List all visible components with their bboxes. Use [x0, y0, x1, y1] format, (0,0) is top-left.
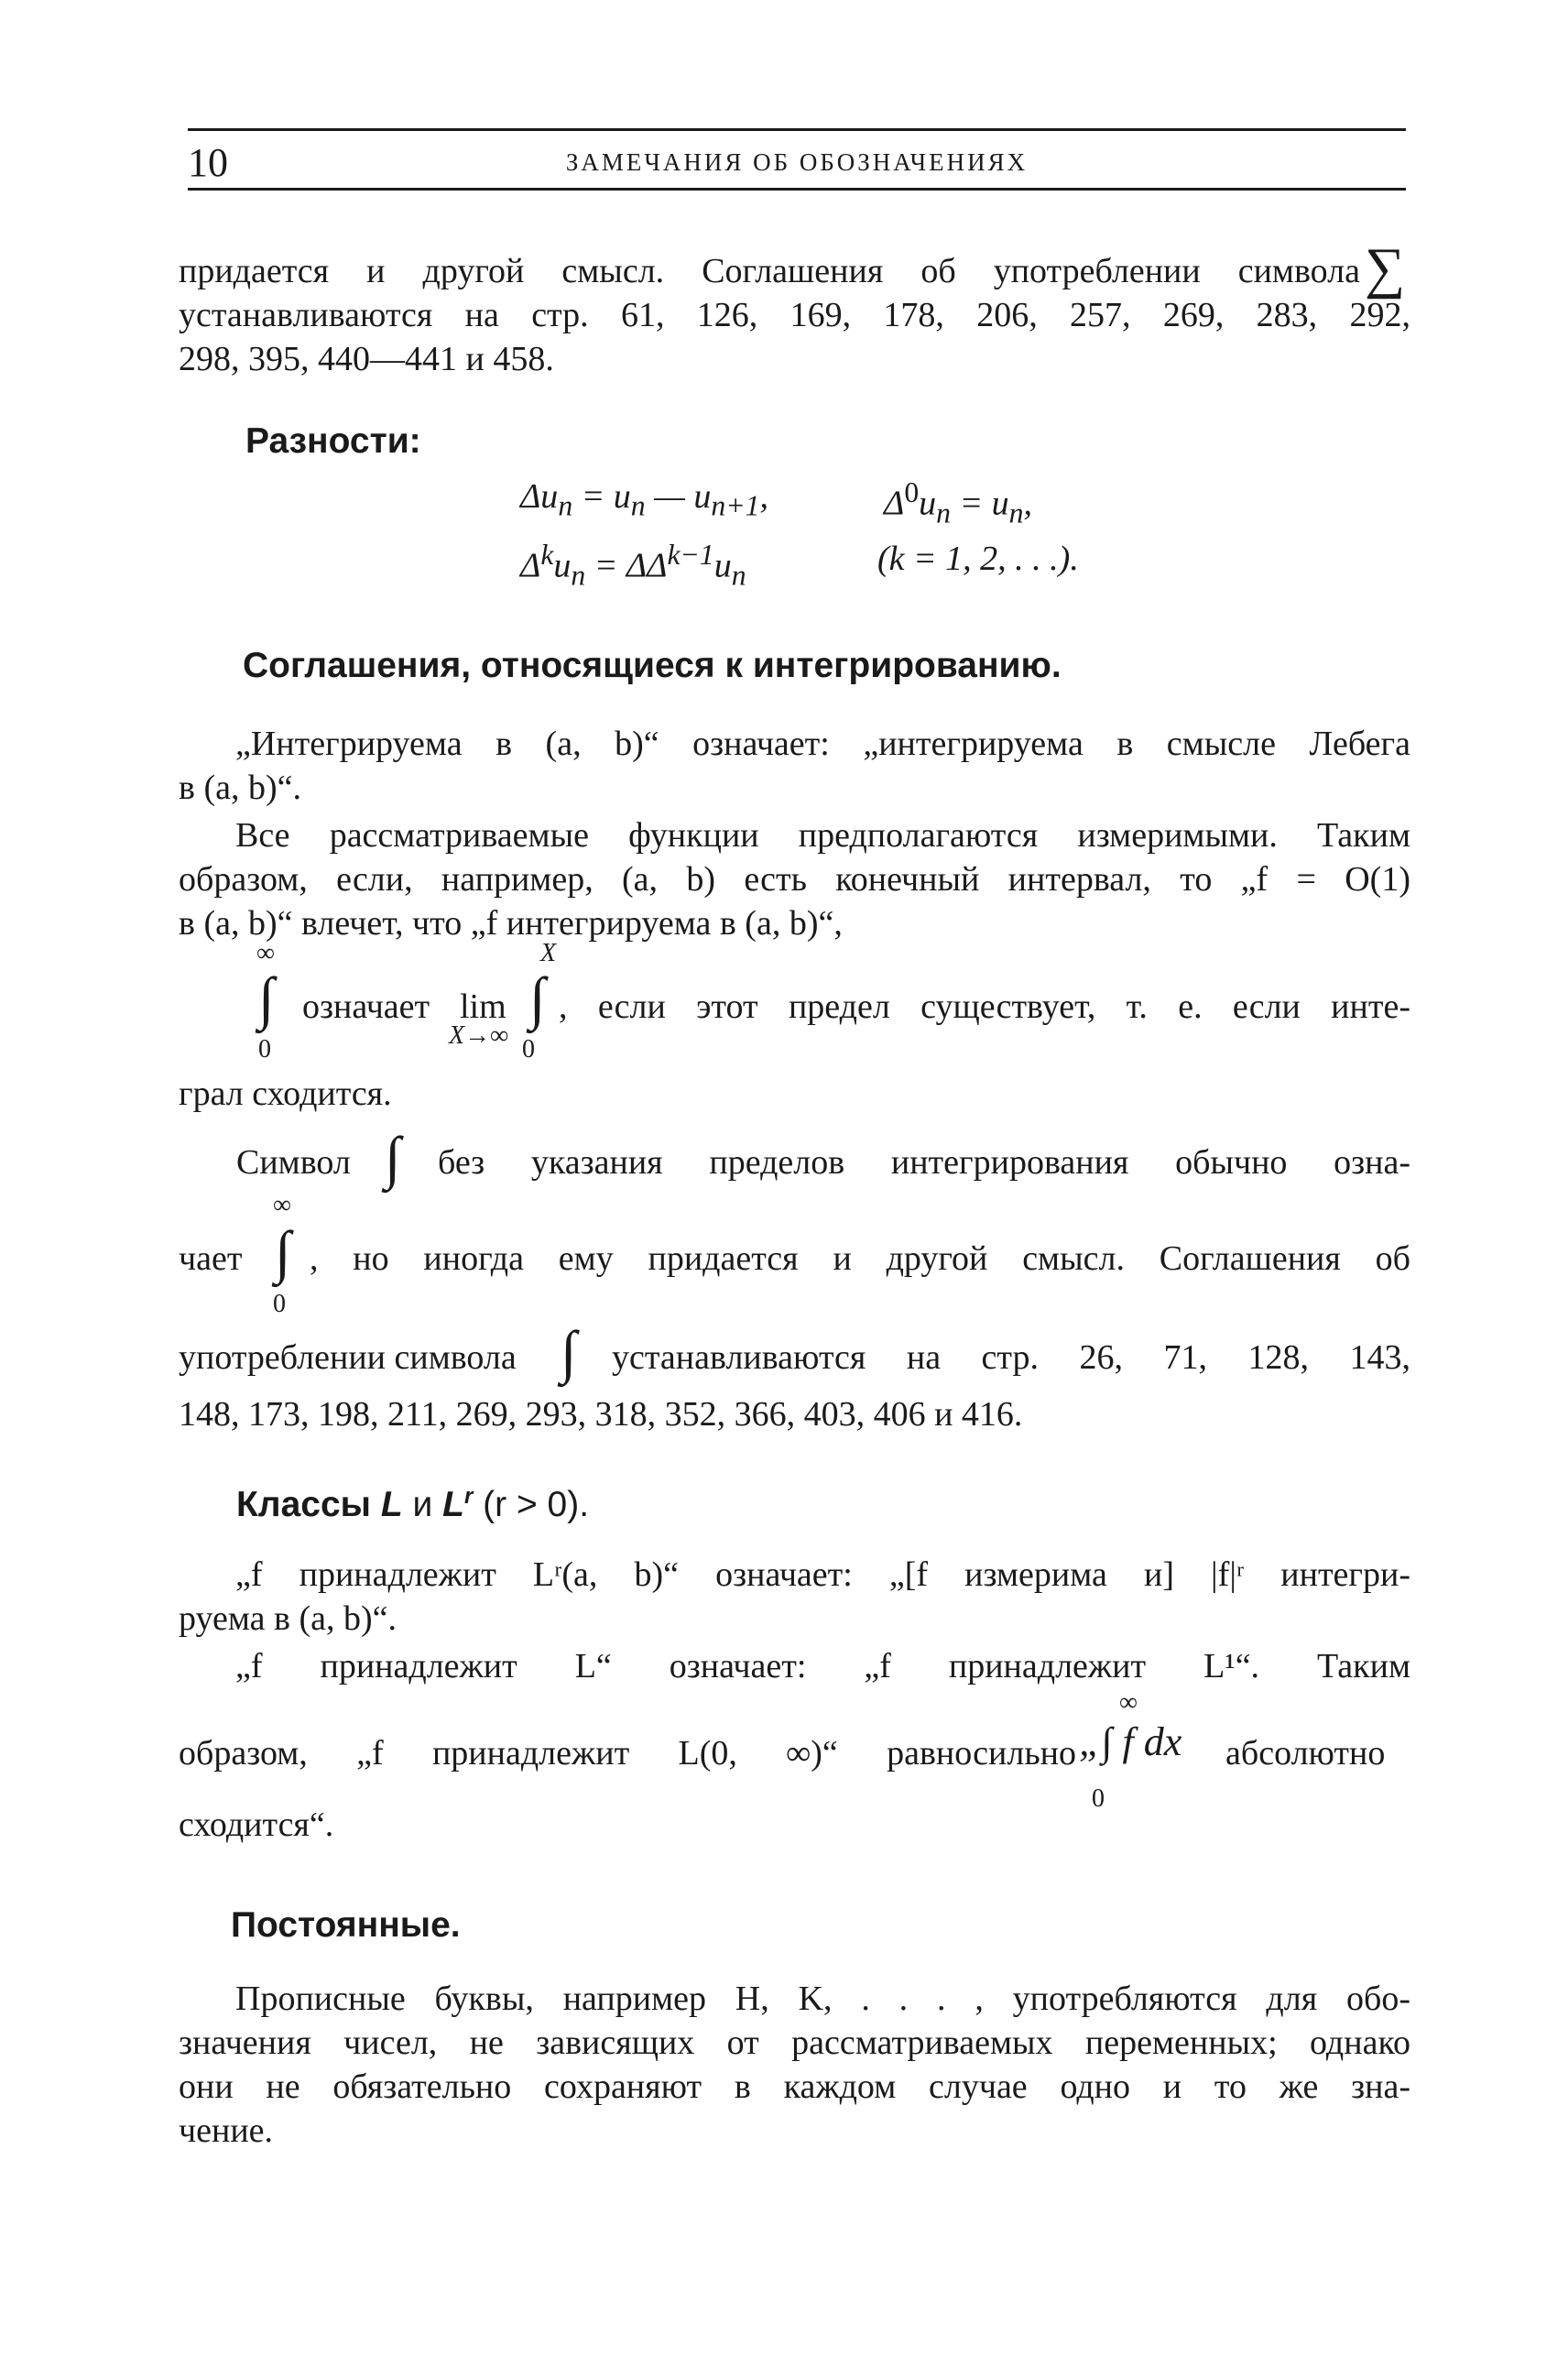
usage-label: употреблении символа [179, 1338, 517, 1377]
integration-p2-line-2: образом, если, например, (a, b) есть конечный интервал, то „f = O(1) [179, 860, 1410, 899]
integral-sign-3: ∫ [385, 1125, 401, 1190]
means-2-label: чает [179, 1239, 243, 1278]
integral-lower-limit-zero-4: 0 [1092, 1784, 1105, 1813]
integration-p2-line-3: в (a, b)“ влечет, что „f интегрируема в (a, b)“, [179, 904, 843, 943]
intro-line-2: устанавливаются на стр. 61, 126, 169, 178, 206, 257, 269, 283, 292, [179, 296, 1410, 334]
constants-line-3: они не обязательно сохраняют в каждом случае одно и то же зна- [179, 2067, 1410, 2106]
integral-upper-limit-infinity-2: ∞ [273, 1191, 291, 1219]
integral-lower-limit-zero-2: 0 [522, 1035, 535, 1064]
constants-line-2: значения чисел, не зависящих от рассматриваемых переменных; однако [179, 2023, 1410, 2062]
means-label: означает [302, 987, 430, 1026]
formula-k-range: (k = 1, 2, . . .). [877, 540, 1079, 578]
sigma-symbol: ∑ [1365, 237, 1406, 300]
integration-p4-line-3: устанавливаются на стр. 26, 71, 128, 143, [612, 1338, 1410, 1377]
integration-p3-tail: , если этот предел существует, т. е. если инте- [559, 987, 1410, 1026]
integration-p4-line-1: без указания пределов интегрирования обычно озна- [438, 1143, 1410, 1182]
classes-p1-line-1: „f принадлежит Lʳ(a, b)“ означает: „[f измерима и] |f|ʳ интегри- [235, 1555, 1410, 1594]
formula-kth-difference: $\Delta^ku_n = \Delta\Delta^{k-1}u_n$ [520, 539, 746, 592]
integral-upper-limit-infinity-3: ∞ [1119, 1688, 1138, 1717]
formula-zero-difference: $\Delta^0u_n = u_n$, [884, 476, 1032, 529]
header-rule-bottom [188, 188, 1406, 191]
constants-line-1: Прописные буквы, например H, K, . . . , употребляются для обо- [235, 1980, 1410, 2018]
integral-sign-5: ∫ [561, 1319, 577, 1384]
classes-heading: Классы L и $L^r$ (r > 0). [236, 1484, 590, 1524]
integration-p4-line-2: , но иногда ему придается и другой смысл. Соглашения об [310, 1239, 1410, 1278]
integral-upper-limit-x: X [540, 939, 557, 967]
classes-p2-line-3: сходится“. [179, 1805, 334, 1844]
formula-forward-difference: $\Delta u_n = u_n$ — $u_{n+1}$, [520, 477, 768, 522]
integral-sign: ∫ [258, 965, 275, 1031]
symbol-label: Символ [236, 1143, 351, 1182]
header-rule-top [188, 128, 1406, 131]
classes-p2-line-1: „f принадлежит L“ означает: „f принадлежит L¹“. Таким [235, 1647, 1410, 1685]
intro-line-3: 298, 395, 440—441 и 458. [179, 340, 554, 378]
integral-upper-limit-infinity: ∞ [256, 939, 275, 967]
intro-line-1: придается и другой смысл. Соглашения об употреблении символа [179, 252, 1360, 290]
integration-heading: Соглашения, относящиеся к интегрированию. [243, 646, 1062, 685]
integral-sign-4: ∫ [275, 1219, 291, 1284]
classes-p1-line-2: руема в (a, b)“. [179, 1599, 397, 1638]
integration-p2-line-1: Все рассматриваемые функции предполагаются измеримыми. Таким [235, 816, 1410, 855]
page-number: 10 [188, 140, 228, 185]
integral-lower-limit-zero-3: 0 [273, 1290, 286, 1318]
differences-heading: Разности: [245, 421, 421, 461]
constants-line-4: чение. [179, 2111, 274, 2150]
running-title: ЗАМЕЧАНИЯ ОБ ОБОЗНАЧЕНИЯХ [565, 148, 1029, 176]
constants-heading: Постоянные. [231, 1905, 461, 1945]
absolutely-label: абсолютно [1225, 1734, 1386, 1773]
integration-p1-line-1: „Интегрируема в (a, b)“ означает: „интегрируема в смысле Лебега [235, 725, 1410, 763]
integration-p1-line-2: в (a, b)“. [179, 769, 301, 807]
integration-p3-line-2: грал сходится. [179, 1074, 392, 1113]
integral-f-dx: „∫ f dx [1079, 1719, 1182, 1764]
integral-lower-limit-zero: 0 [258, 1035, 271, 1064]
integral-sign-2: ∫ [529, 965, 546, 1031]
lim-subscript: X→∞ [449, 1021, 509, 1050]
classes-p2-line-2: образом, „f принадлежит L(0, ∞)“ равносильно [179, 1734, 1076, 1773]
integration-p4-line-4: 148, 173, 198, 211, 269, 293, 318, 352, 366, 403, 406 и 416. [179, 1395, 1023, 1434]
lim-label: lim [460, 987, 506, 1026]
